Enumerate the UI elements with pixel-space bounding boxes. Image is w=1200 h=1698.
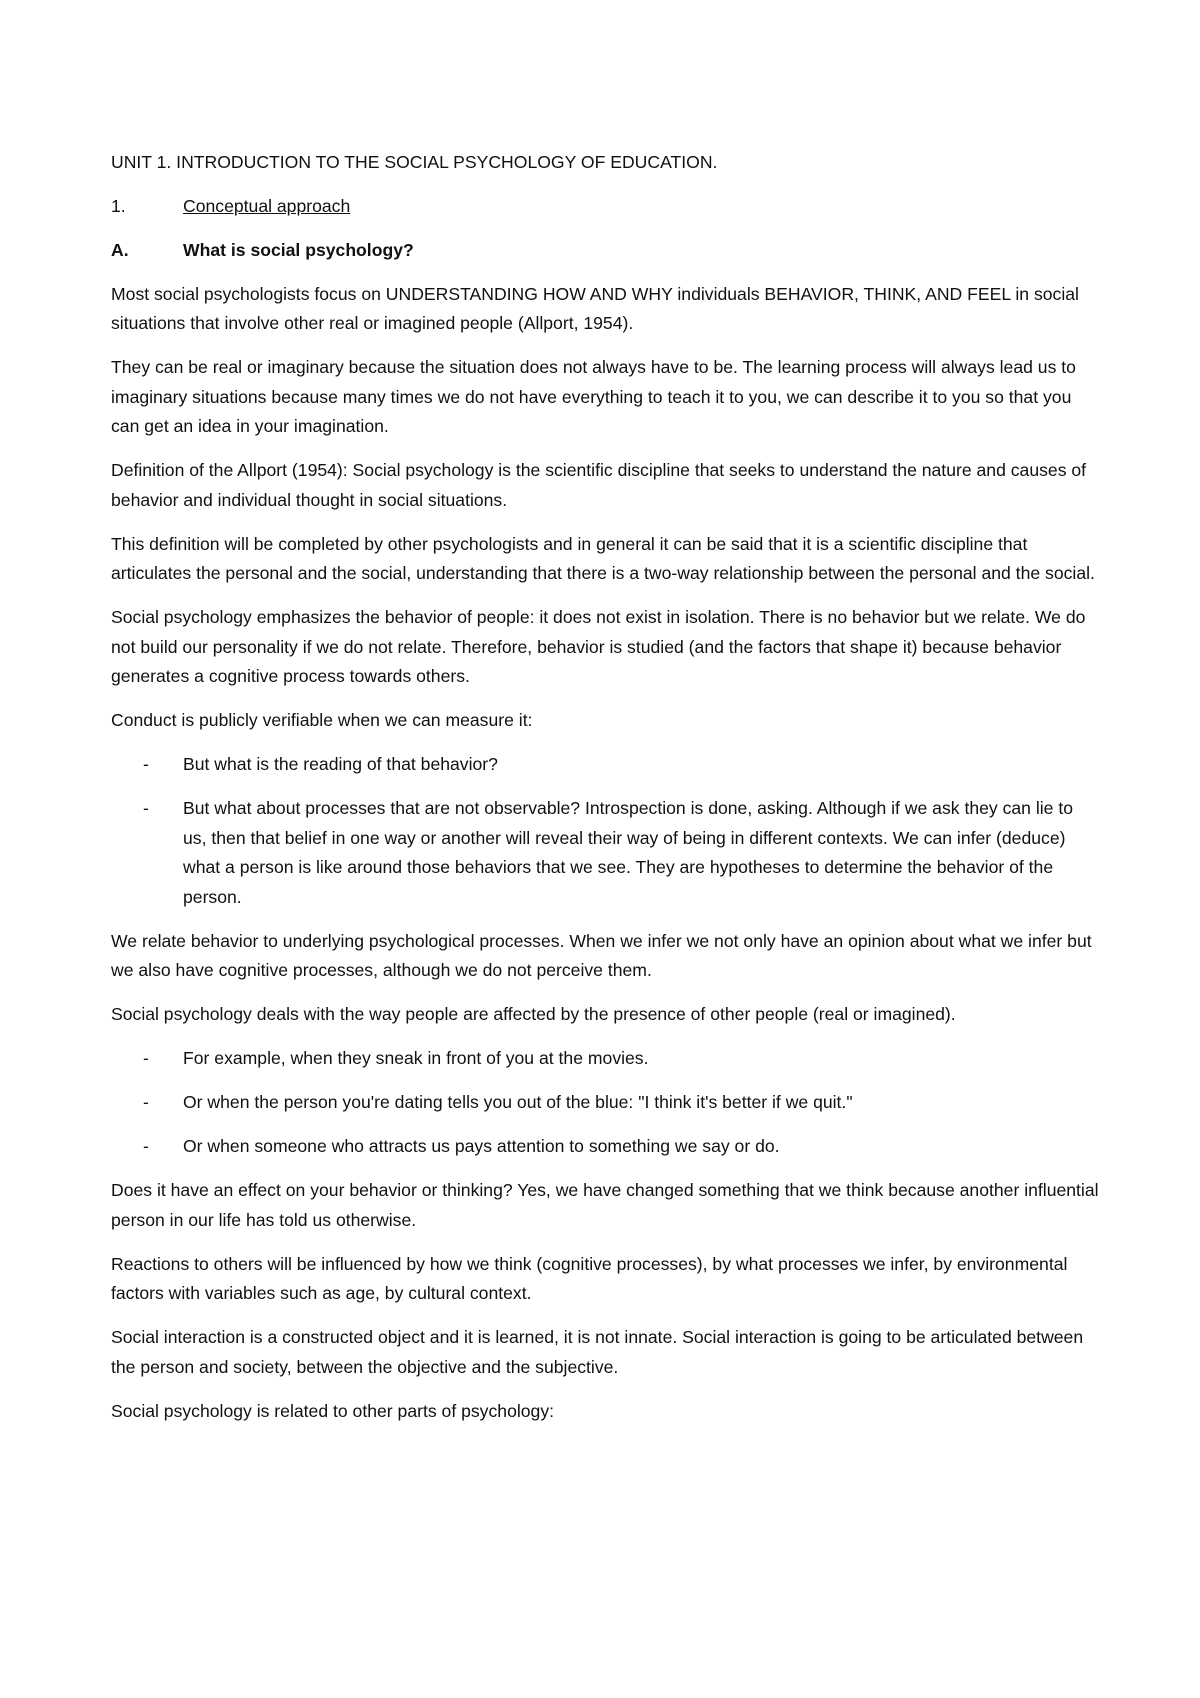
list-item <box>111 750 1099 780</box>
document-body <box>111 148 1099 1441</box>
paragraph: Social psychology is related to other parts of psychology: <box>111 1400 555 1421</box>
section-heading <box>111 192 1099 222</box>
list-item <box>111 1132 1099 1162</box>
list-item-text: Or when the person you're dating tells you out of the blue: "I think it's better if we quit." <box>183 1092 853 1112</box>
list-item <box>111 1088 1099 1118</box>
list-item <box>111 794 1099 912</box>
paragraph: We relate behavior to underlying psychological processes. When we infer we not only have an opinion about what we infer but we also have cognitive processes, although we do not perceive them. <box>111 930 1092 980</box>
paragraph: Most social psychologists focus on UNDERSTANDING HOW AND WHY individuals BEHAVIOR, THINK, AND FEEL in social situations that involve other real or imagined people (Allport, 1954). <box>111 283 1079 333</box>
paragraph: They can be real or imaginary because the situation does not always have to be. The learning process will always lead us to imaginary situations because many times we do not have everything to teach it to you, we can describe it to you so that you can get an idea in your imagination. <box>111 357 1076 436</box>
paragraph: Reactions to others will be influenced by how we think (cognitive processes), by what processes we infer, by environmental factors with variables such as age, by cultural context. <box>111 1253 1068 1303</box>
section-title: Conceptual approach <box>183 195 351 216</box>
dash-bullet: - <box>143 754 149 774</box>
paragraph: Social interaction is a constructed object and it is learned, it is not innate. Social interaction is going to be articulated between the person and society, between the objective and the subjective. <box>111 1327 1084 1377</box>
subsection-letter: A. <box>111 239 129 260</box>
paragraph: Social psychology deals with the way people are affected by the presence of other people (real or imagined). <box>111 1004 956 1024</box>
list-item-text: For example, when they sneak in front of you at the movies. <box>183 1048 649 1068</box>
subsection-heading <box>111 236 1099 266</box>
paragraph: Conduct is publicly verifiable when we can measure it: <box>111 710 533 730</box>
dash-bullet: - <box>143 798 149 818</box>
paragraph: This definition will be completed by other psychologists and in general it can be said that it is a scientific discipline that articulates the personal and the social, understanding that there is a two-way relationship between the personal and the social. <box>111 533 1095 583</box>
subsection-title: What is social psychology? <box>183 239 414 260</box>
unit-title: UNIT 1. INTRODUCTION TO THE SOCIAL PSYCHOLOGY OF EDUCATION. <box>111 152 718 172</box>
list-item-text: But what is the reading of that behavior? <box>183 754 498 774</box>
paragraph: Does it have an effect on your behavior or thinking? Yes, we have changed something that we think because another influential person in our life has told us otherwise. <box>111 1180 1099 1230</box>
list-item-text: But what about processes that are not observable? Introspection is done, asking. Although if we ask they can lie to us, then that belief in one way or another will reveal their way of being in different contexts. We can infer (deduce) what a person is like around those behaviors that we see. They are hypotheses to determine the behavior of the person. <box>183 798 1074 907</box>
paragraph: Social psychology emphasizes the behavior of people: it does not exist in isolation. There is no behavior but we relate. We do not build our personality if we do not relate. Therefore, behavior is studied (and the factors that shape it) because behavior generates a cognitive process towards others. <box>111 607 1086 686</box>
section-number: 1. <box>111 195 126 216</box>
dash-bullet: - <box>143 1048 149 1068</box>
dash-bullet: - <box>143 1092 149 1112</box>
paragraph: Definition of the Allport (1954): Social psychology is the scientific discipline that seeks to understand the nature and causes of behavior and individual thought in social situations. <box>111 460 1087 510</box>
dash-bullet: - <box>143 1136 149 1156</box>
list-item <box>111 1044 1099 1074</box>
list-item-text: Or when someone who attracts us pays attention to something we say or do. <box>183 1136 780 1156</box>
